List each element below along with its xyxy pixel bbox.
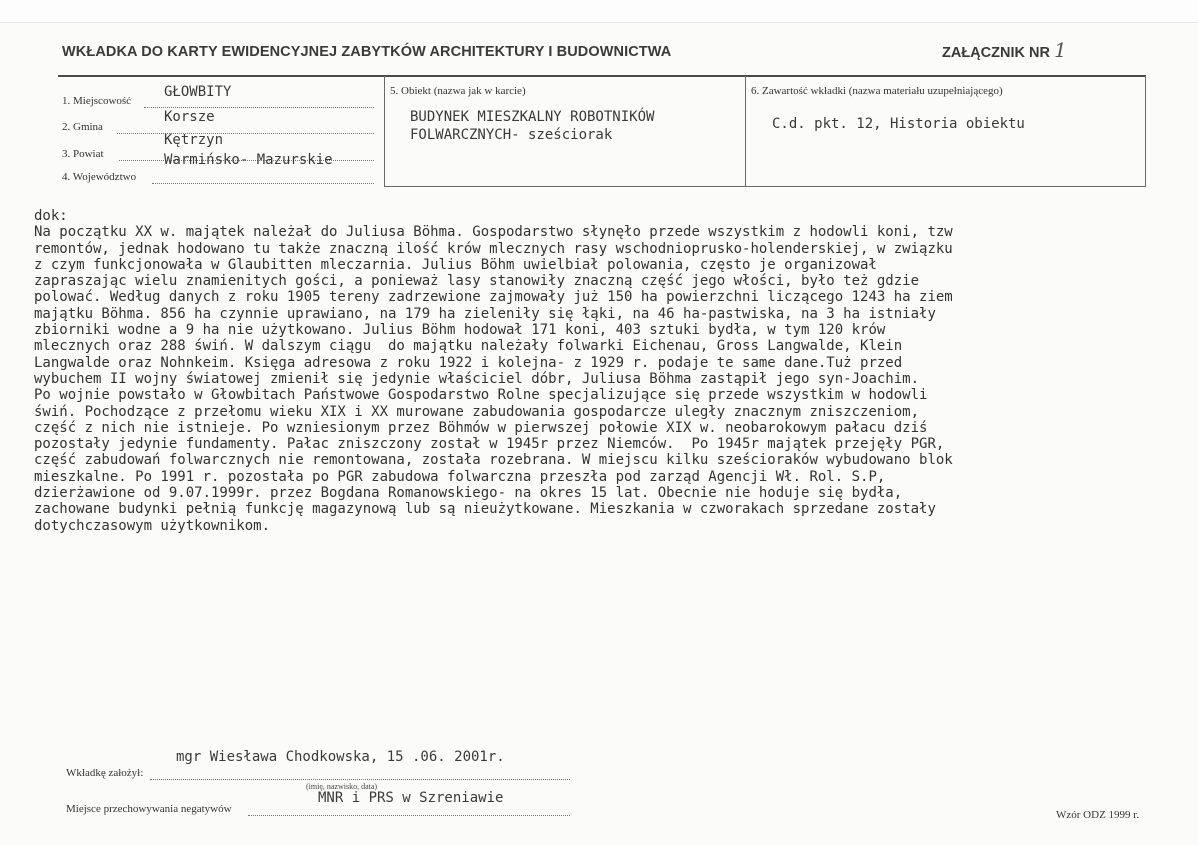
author-dots <box>150 779 570 780</box>
history-text <box>34 208 1140 534</box>
form-box-bottom-rule <box>384 186 1146 187</box>
object-label: 5. Obiekt (nazwa jak w karcie) <box>390 85 526 97</box>
text-line: Na początku XX w. majątek należał do Juliusa Böhma. Gospodarstwo słynęło przede wszystkim z hodowli koni, tzw <box>34 224 953 241</box>
form-box-top-rule <box>58 75 1146 77</box>
form-title: WKŁADKA DO KARTY EWIDENCYJNEJ ZABYTKÓW ARCHITEKTURY I BUDOWNICTWA <box>62 44 672 60</box>
storage-label: Miejsce przechowywania negatywów <box>66 803 232 815</box>
form-code: Wzór ODZ 1999 r. <box>1056 809 1140 821</box>
storage-dots <box>248 815 570 816</box>
text-line: dotychczasowym użytkownikom. <box>34 517 271 534</box>
text-line: Po wojnie powstało w Głowbitach Państwowe Gospodarstwo Rolne specjalizujące się przede wszystkim w hodowli <box>34 387 928 404</box>
text-line: część zabudowań folwarcznych nie remontowana, została rozebrana. W miejscu kilku sześcioraków wybudowano blok <box>34 452 953 469</box>
text-line: dzierżawione od 9.07.1999r. przez Bogdana Romanowskiego- na okres 15 lat. Obecnie nie hoduje się bydła, <box>34 485 903 502</box>
voivodeship-value: Warmińsko- Mazurskie <box>164 152 333 168</box>
text-line: zachowane budynki pełnią funkcję magazynową lub są nieużytkowane. Mieszkania w czworakach sprzedane zostały <box>34 501 936 518</box>
text-line: mlecznych oraz 288 świń. W dalszym ciągu do majątku należały folwarki Eichenau, Gross Langwalde, Klein <box>34 338 903 355</box>
text-line: remontów, jednak hodowano tu także znaczną ilość krów mlecznych rasy wschodnioprusko-holenderskiej, w związku <box>34 240 953 257</box>
object-name-line2: FOLWARCZNYCH- sześciorak <box>410 127 613 143</box>
text-line: z czym funkcjonowała w Glaubitten mleczarnia. Julius Böhm uwielbiał polowania, często je organizował <box>34 256 877 273</box>
form-divider-2 <box>745 76 746 186</box>
annex-number: 1 <box>1053 38 1067 62</box>
voivodeship-dots <box>152 183 374 184</box>
text-line: świń. Pochodzące z przełomu wieku XIX i XX murowane zabudowania gospodarcze uległy znacznym zniszczeniom, <box>34 403 920 420</box>
content-value: C.d. pkt. 12, Historia obiektu <box>772 116 1025 132</box>
storage-value: MNR i PRS w Szreniawie <box>318 790 504 806</box>
object-name-line1: BUDYNEK MIESZKALNY ROBOTNIKÓW <box>410 109 655 125</box>
text-line: pozostały jedynie fundamenty. Pałac zniszczony został w 1945r przez Niemców. Po 1945r majątek przejęły PGR, <box>34 436 945 453</box>
locality-dots <box>144 107 374 108</box>
district-label: 3. Powiat <box>62 148 104 160</box>
text-line: majątku Böhma. 856 ha czynnie uprawiano, na 179 ha zieleniły się łąki, na 46 ha-pastwiska, na 3 ha istniały <box>34 305 936 322</box>
annex-label <box>942 38 1067 62</box>
district-value: Kętrzyn <box>164 132 224 148</box>
locality-value: GŁOWBITY <box>164 84 232 100</box>
commune-label: 2. Gmina <box>62 121 103 133</box>
text-line: dok: <box>34 208 68 224</box>
text-line: zapraszając wielu znamienitych gości, a ponieważ lasy stanowiły znaczną część jego włości, było też gdzie <box>34 273 920 290</box>
text-line: zbiorniki wodne a 9 ha nie użytkowano. Julius Böhm hodował 171 koni, 403 sztuki bydła, w tym 120 krów <box>34 322 886 339</box>
form-divider-3 <box>1145 76 1146 186</box>
text-line: wybuchem II wojny światowej zmienił się jedynie właściciel dóbr, Juliusa Böhma zastąpił jego syn-Joachim. <box>34 370 920 387</box>
content-label: 6. Zawartość wkładki (nazwa materiału uzupełniającego) <box>751 85 1003 97</box>
commune-value: Korsze <box>164 109 215 125</box>
text-line: mieszkalne. Po 1991 r. pozostała po PGR zabudowa folwarczna przeszła pod zarząd Agencji Wł. Rol. S.P, <box>34 468 886 485</box>
text-line: polować. Według danych z roku 1905 tereny zadrzewione zajmowały już 150 ha powierzchni liczącego 1243 ha ziem <box>34 289 953 306</box>
scan-top-edge <box>0 0 1198 23</box>
form-divider-1 <box>384 76 385 186</box>
locality-label: 1. Miejscowość <box>62 95 132 107</box>
author-value: mgr Wiesława Chodkowska, 15 .06. 2001r. <box>176 749 505 765</box>
text-line: Langwalde oraz Nohnkeim. Księga adresowa z roku 1922 i kolejna- z 1929 r. podaje te same dane.Tuż przed <box>34 354 903 371</box>
commune-dots <box>117 133 374 134</box>
voivodeship-label: 4. Województwo <box>62 171 137 183</box>
annex-label-text: ZAŁĄCZNIK NR <box>942 45 1050 61</box>
text-line: część z nich nie istnieje. Po wzniesionym przez Böhmów w pierwszej połowie XIX w. neobarokowym pałacu dziś <box>34 419 928 436</box>
author-hint: (imię, nazwisko, data) <box>306 782 378 791</box>
author-label: Wkładkę założył: <box>66 767 144 779</box>
